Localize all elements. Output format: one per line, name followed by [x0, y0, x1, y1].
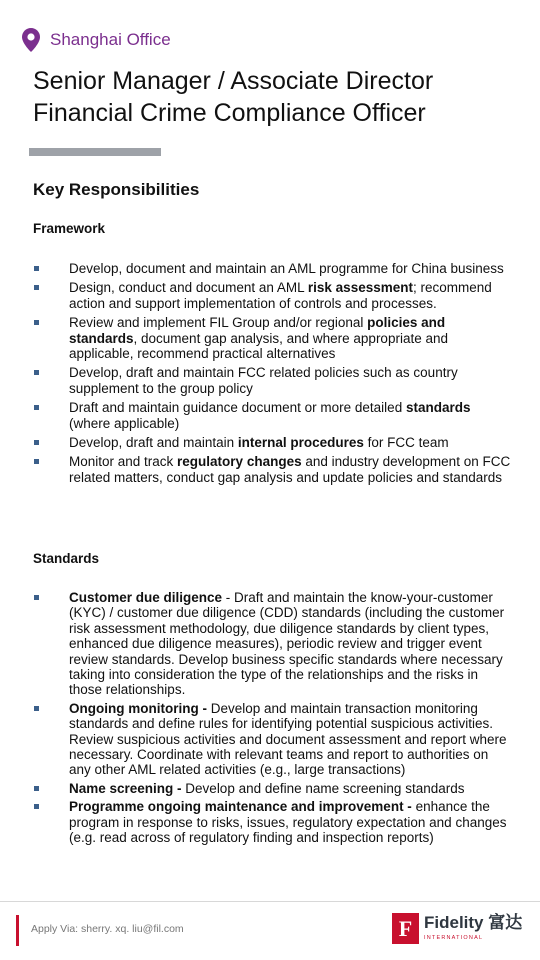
location [22, 28, 171, 52]
fidelity-logo [392, 913, 522, 944]
text-segment: Review and implement FIL Group and/or regional [69, 315, 368, 331]
location-label: Shanghai Office [50, 30, 171, 49]
footer-divider [0, 901, 540, 902]
list-item [33, 781, 513, 796]
text-segment: for FCC team [363, 435, 449, 451]
text-segment: ; recommend action and support implementation of controls and processes. [69, 280, 492, 311]
brand-sub: INTERNATIONAL [424, 935, 484, 941]
bullet-square-icon [34, 320, 39, 325]
job-title-line1: Senior Manager / Associate Director [33, 67, 434, 95]
section-title: Key Responsibilities [33, 180, 200, 199]
standards-heading: Standards [33, 551, 100, 566]
text-segment: Develop, draft and maintain FCC related policies such as country supplement to the group policy [69, 365, 458, 396]
bullet-square-icon [34, 804, 39, 809]
text-segment: (where applicable) [69, 415, 180, 431]
text-segment: Draft and maintain guidance document or more detailed [69, 400, 406, 416]
text-segment: Develop and define name screening standards [181, 780, 465, 796]
job-title-line2: Financial Crime Compliance Officer [33, 99, 426, 127]
bullet-square-icon [34, 595, 39, 600]
framework-heading: Framework [33, 221, 106, 236]
bold-phrase: Programme ongoing maintenance and improvement - [69, 799, 412, 815]
list-item [33, 590, 513, 698]
job-title [33, 65, 523, 129]
bullet-square-icon [34, 266, 39, 271]
list-item [33, 315, 513, 361]
bold-phrase: policies and standards [69, 315, 446, 346]
bold-phrase: risk assessment [307, 280, 413, 296]
list-item [33, 454, 513, 485]
fidelity-logo-mark: F [392, 913, 419, 944]
list-item [33, 435, 513, 450]
brand-name: Fidelity 富达 [424, 913, 523, 932]
bullet-square-icon [34, 405, 39, 410]
bullet-square-icon [34, 440, 39, 445]
text-segment: Design, conduct and document an AML [69, 280, 308, 296]
standards-list [33, 590, 513, 849]
text-segment: and industry development on FCC related matters, conduct gap analysis and update policies and standards [69, 454, 511, 485]
text-segment: Develop and maintain transaction monitoring standards and define rules for identifying potential suspicious activities. Review suspicious activities and document assessment and report where necessary. Coordinate with relevant teams and report to authorities on any other AML related activities (e.g., large transactions) [69, 700, 507, 778]
list-item [33, 799, 513, 845]
bold-phrase: internal procedures [237, 435, 364, 451]
text-segment: - Draft and maintain the know-your-customer (KYC) / customer due diligence (CDD) standards (including the customer risk assessment methodology, due diligence standards by client types, enhanced due diligence measures), periodic review and trigger event review standards. Develop business specific standards where necessary taking into consideration the type of the relationships and the risks in those relationships. [69, 590, 505, 698]
apply-contact: Apply Via: sherry. xq. liu@fil.com [31, 923, 184, 935]
bold-phrase: regulatory changes [177, 454, 302, 470]
list-item [33, 280, 513, 311]
map-pin-icon [22, 28, 40, 52]
bullet-square-icon [34, 370, 39, 375]
footer-accent [16, 915, 19, 946]
bold-phrase: Name screening - [69, 780, 182, 796]
list-item [33, 365, 513, 396]
text-segment: Develop, draft and maintain [69, 435, 238, 451]
bullet-square-icon [34, 459, 39, 464]
text-segment: , document gap analysis, and where appropriate and applicable, recommend practical alternatives [69, 330, 448, 362]
decorative-rule [29, 148, 161, 156]
list-item [33, 701, 513, 778]
list-item [33, 261, 513, 276]
bold-phrase: standards [405, 400, 471, 416]
fidelity-logo-text [424, 913, 522, 941]
framework-list [33, 261, 513, 489]
bold-phrase: Customer due diligence [69, 590, 223, 605]
text-segment: enhance the program in response to risks, issues, regulatory expectation and changes (e.g. read across of regulatory finding and inspection reports) [69, 799, 507, 846]
bullet-square-icon [34, 786, 39, 791]
list-item [33, 400, 513, 431]
bullet-square-icon [34, 285, 39, 290]
text-segment: Develop, document and maintain an AML programme for China business [69, 261, 504, 276]
bullet-square-icon [34, 706, 39, 711]
bold-phrase: Ongoing monitoring - [69, 700, 207, 716]
text-segment: Monitor and track [69, 454, 178, 470]
